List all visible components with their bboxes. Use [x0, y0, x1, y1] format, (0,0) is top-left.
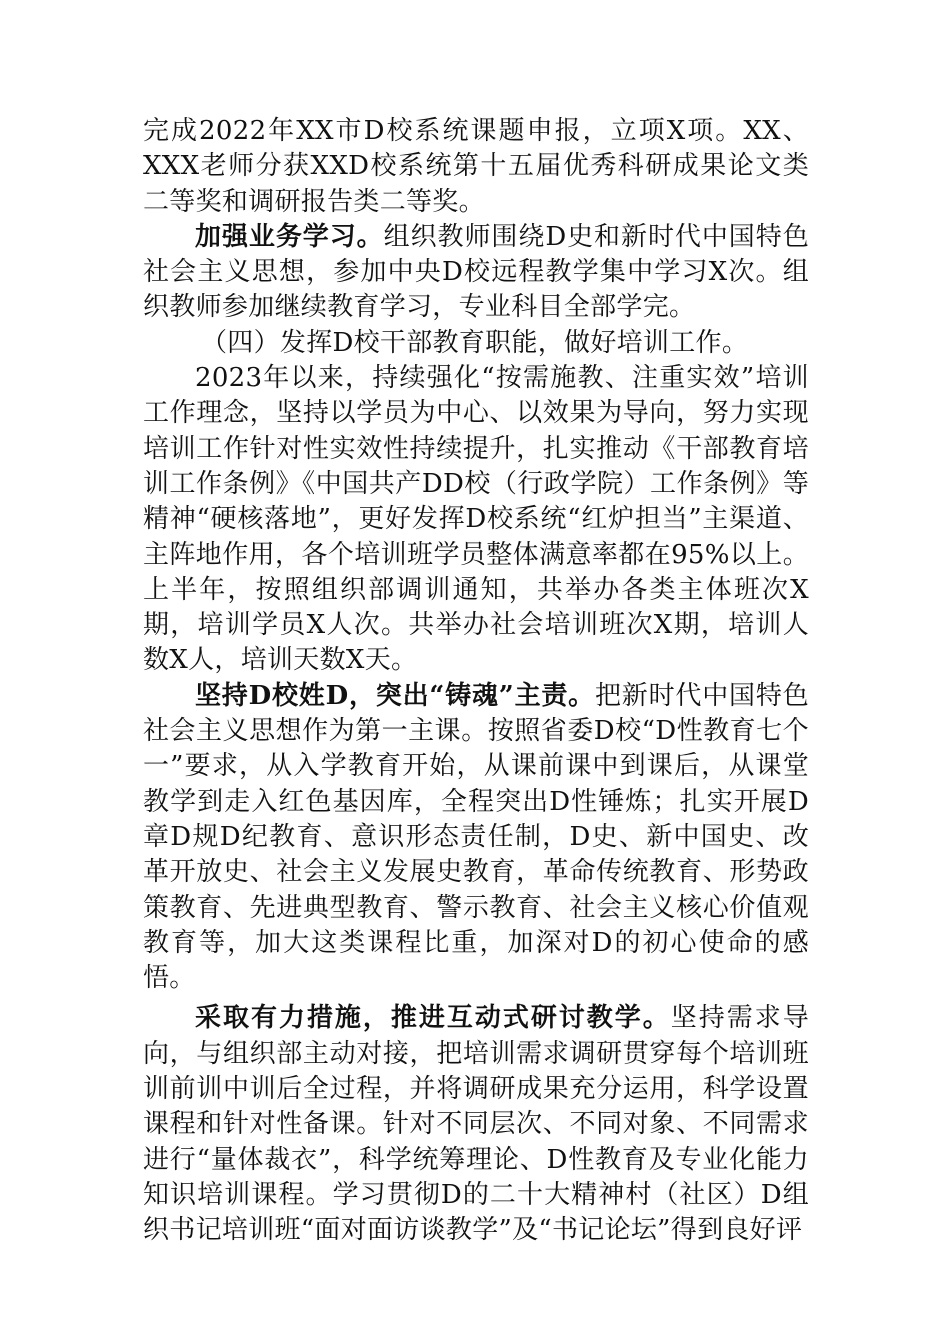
- document-page: [143, 114, 809, 1249]
- paragraph-lead-business-study: 加强业务学习。: [195, 221, 384, 252]
- paragraph-body-business-study: 组织教师围绕D史和新时代中国特色社会主义思想，参加中央D校远程教学集中学习X次。组织教师参加继续教育学习，专业科目全部学完。: [143, 221, 809, 323]
- paragraph-party-spirit: [143, 679, 809, 997]
- paragraph-lead-interactive-teaching: 采取有力措施，推进互动式研讨教学。: [195, 1003, 671, 1034]
- paragraph-research-awards: 完成2022年XX市D校系统课题申报，立项X项。XX、XXX老师分获XXD校系统第十五届优秀科研成果论文类二等奖和调研报告类二等奖。: [143, 116, 809, 217]
- paragraph-interactive-teaching: [143, 1001, 809, 1248]
- section-heading-training: （四）发挥D校干部教育职能，做好培训工作。: [201, 327, 749, 358]
- paragraph-body-interactive-teaching: 坚持需求导向，与组织部主动对接，把培训需求调研贯穿每个培训班训前训中训后全过程，并将调研成果充分运用，科学设置课程和针对性备课。针对不同层次、不同对象、不同需求进行“量体裁衣”，科学统筹理论、D性教育及专业化能力知识培训课程。学习贯彻D的二十大精神村（社区）D组织书记培训班“面对面访谈教学”及“书记论坛”得到良好评: [143, 1003, 809, 1246]
- paragraph-training-overview: 2023年以来，持续强化“按需施教、注重实效”培训工作理念，坚持以学员为中心、以效果为导向，努力实现培训工作针对性实效性持续提升，扎实推动《干部教育培训工作条例》《中国共产DD校（行政学院）工作条例》等精神“硬核落地”，更好发挥D校系统“红炉担当”主渠道、主阵地作用，各个培训班学员整体满意率都在95%以上。上半年，按照组织部调训通知，共举办各类主体班次X期，培训学员X人次。共举办社会培训班次X期，培训人数X人，培训天数X天。: [143, 363, 809, 676]
- paragraph-body-party-spirit: 把新时代中国特色社会主义思想作为第一主课。按照省委D校“D性教育七个一”要求，从入学教育开始，从课前课中到课后，从课堂教学到走入红色基因库，全程突出D性锤炼；扎实开展D章D规D纪教育、意识形态责任制，D史、新中国史、改革开放史、社会主义发展史教育，革命传统教育、形势政策教育、先进典型教育、警示教育、社会主义核心价值观教育等，加大这类课程比重，加深对D的初心使命的感悟。: [143, 680, 809, 994]
- paragraph-lead-party-spirit: 坚持D校姓D，突出“铸魂”主责。: [195, 680, 595, 711]
- paragraph-business-study: [143, 220, 809, 326]
